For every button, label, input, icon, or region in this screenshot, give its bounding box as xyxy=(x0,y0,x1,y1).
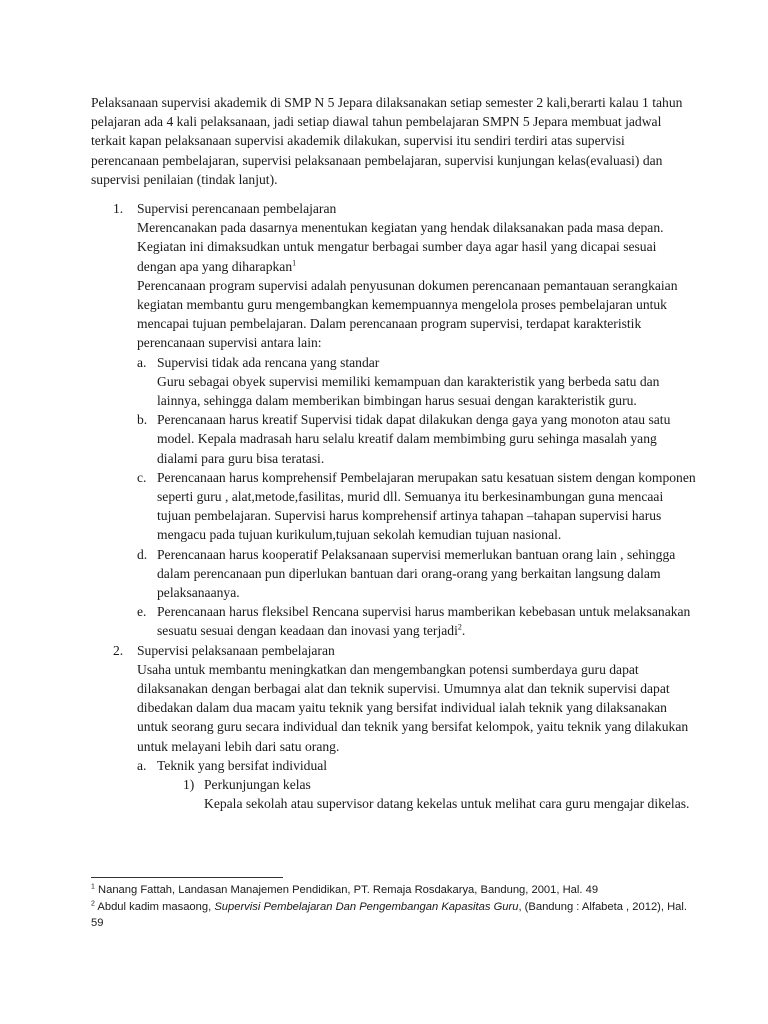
sub-item-text xyxy=(157,602,697,640)
footnote-mark: 2 xyxy=(91,900,95,908)
sub-item-letter: a. xyxy=(137,354,147,370)
sub-item-b xyxy=(0,410,768,468)
sub-sub-item-number: 1) xyxy=(183,777,195,793)
section-heading: Supervisi pelaksanaan pembelajaran xyxy=(137,642,335,658)
sub-item-a xyxy=(0,353,768,411)
sub-item-text: Guru sebagai obyek supervisi memiliki kemampuan dan karakteristik yang berbeda satu dan lainnya, sehingga dalam memberikan bimbingan harus sesuai dengan karakteristik guru. xyxy=(157,373,660,409)
footnote-author: Abdul kadim masaong, xyxy=(97,901,212,913)
sub-item-c xyxy=(0,468,768,545)
sub-item-body: Perencanaan harus fleksibel Rencana supervisi harus mamberikan kebebasan untuk melaksanakan sesuatu sesuai dengan keadaan dan inovasi yang terjadi xyxy=(157,604,691,639)
section-heading: Supervisi perencanaan pembelajaran xyxy=(137,201,337,216)
footnote-mark: 1 xyxy=(91,883,95,891)
footnote-separator xyxy=(91,877,283,878)
list-number: 1. xyxy=(113,201,124,216)
sub-item-letter: d. xyxy=(137,546,148,562)
sub-item-d xyxy=(0,545,768,603)
footnote-1 xyxy=(91,882,691,898)
list-number: 2. xyxy=(113,642,124,658)
sub-sub-item-title: Perkunjungan kelas xyxy=(204,777,311,793)
paragraph xyxy=(137,218,697,276)
sub-item-text: Perencanaan harus komprehensif Pembelajaran merupakan satu kesatuan sistem dengan komponen seperti guru , alat,metode,fasilitas, murid dll. Semuanya itu berkesinambungan guna mencaai tujuan pembelajaran. Supervisi harus komprehensif artinya tahapan –tahapan supervisi harus mengacu pada tujuan kurikulum,tujuan sekolah kemudian tujuan nasional. xyxy=(157,469,696,543)
sub-item-title: Teknik yang bersifat individual xyxy=(157,757,328,773)
footnote-text: Nanang Fattah, Landasan Manajemen Pendidikan, PT. Remaja Rosdakarya, Bandung, 2001, Hal. 49 xyxy=(98,884,599,896)
sub-item-e xyxy=(0,602,768,640)
sub-item-a xyxy=(0,756,768,814)
list-item-1 xyxy=(0,199,768,641)
footnote-ref[interactable]: 1 xyxy=(292,258,297,268)
sub-item-text: Perencanaan harus kooperatif Pelaksanaan supervisi memerlukan bantuan orang lain , sehingga dalam perencanaan pun diperlukan bantuan dari orang-orang yang berkaitan langsung dalam pelaksanaanya. xyxy=(157,546,676,601)
sub-item-text: Perencanaan harus kreatif Supervisi tidak dapat dilakukan denga gaya yang monoton atau satu model. Kepala madrasah haru selalu kreatif dalam membimbing guru sehinga masalah yang dialami para guru bisa teratasi. xyxy=(157,412,671,466)
sub-sub-item-1 xyxy=(0,775,768,813)
footnote-ref[interactable]: 2 xyxy=(457,622,462,632)
sub-item-letter: a. xyxy=(137,757,147,773)
paragraph-text: Merencanakan pada dasarnya menentukan kegiatan yang hendak dilaksanakan pada masa depan. Kegiatan ini dimaksudkan untuk mengatur berbagai sumber daya agar hasil yang dicapai sesuai dengan apa yang diharapkan xyxy=(137,220,664,274)
sub-item-letter: c. xyxy=(137,469,147,485)
sub-item-title: Supervisi tidak ada rencana yang standar xyxy=(157,354,380,370)
paragraph: Usaha untuk membantu meningkatkan dan mengembangkan potensi sumberdaya guru dapat dilaksanakan dengan berbagai alat dan teknik supervisi. Umumnya alat dan teknik supervisi dapat dibedakan dalam dua macam yaitu teknik yang bersifat individual ialah teknik yang dilaksanakan untuk seorang guru secara individual dan teknik yang bersifat kelompok, yaitu teknik yang dilakukan untuk melayani lebih dari satu orang. xyxy=(137,661,689,754)
paragraph: Perencanaan program supervisi adalah penyusunan dokumen perencanaan pemantauan serangkaian kegiatan membantu guru mengembangkan kemempuannya mengelola proses pembelajaran untuk mencapai tujuan pembelajaran. Dalam perencanaan program supervisi, terdapat karakteristik perencanaan supervisi antara lain: xyxy=(137,277,678,351)
sub-sub-item-text: Kepala sekolah atau supervisor datang kekelas untuk melihat cara guru mengajar dikelas. xyxy=(204,796,690,812)
footnote-rest: , (Bandung : Alfabeta , 2012), Hal. 59 xyxy=(91,901,687,929)
list-item-2 xyxy=(0,641,768,814)
sub-item-letter: e. xyxy=(137,604,147,620)
sub-item-tail: . xyxy=(461,623,466,639)
intro-paragraph: Pelaksanaan supervisi akademik di SMP N 5 Jepara dilaksanakan setiap semester 2 kali,berarti kalau 1 tahun pelajaran ada 4 kali pelaksanaan, jadi setiap diawal tahun pembelajaran SMPN 5 Jepara membuat jadwal terkait kapan pelaksanaan supervisi akademik dilakukan, supervisi itu sendiri terdiri atas supervisi perencanaan pembelajaran, supervisi pelaksanaan pembelajaran, supervisi kunjungan kelas(evaluasi) dan supervisi penilaian (tindak lanjut). xyxy=(91,95,683,187)
sub-item-letter: b. xyxy=(137,412,148,428)
footnote-2 xyxy=(91,899,691,931)
footnote-title: Supervisi Pembelajaran Dan Pengembangan Kapasitas Guru xyxy=(214,901,519,913)
numbered-list xyxy=(0,199,768,814)
